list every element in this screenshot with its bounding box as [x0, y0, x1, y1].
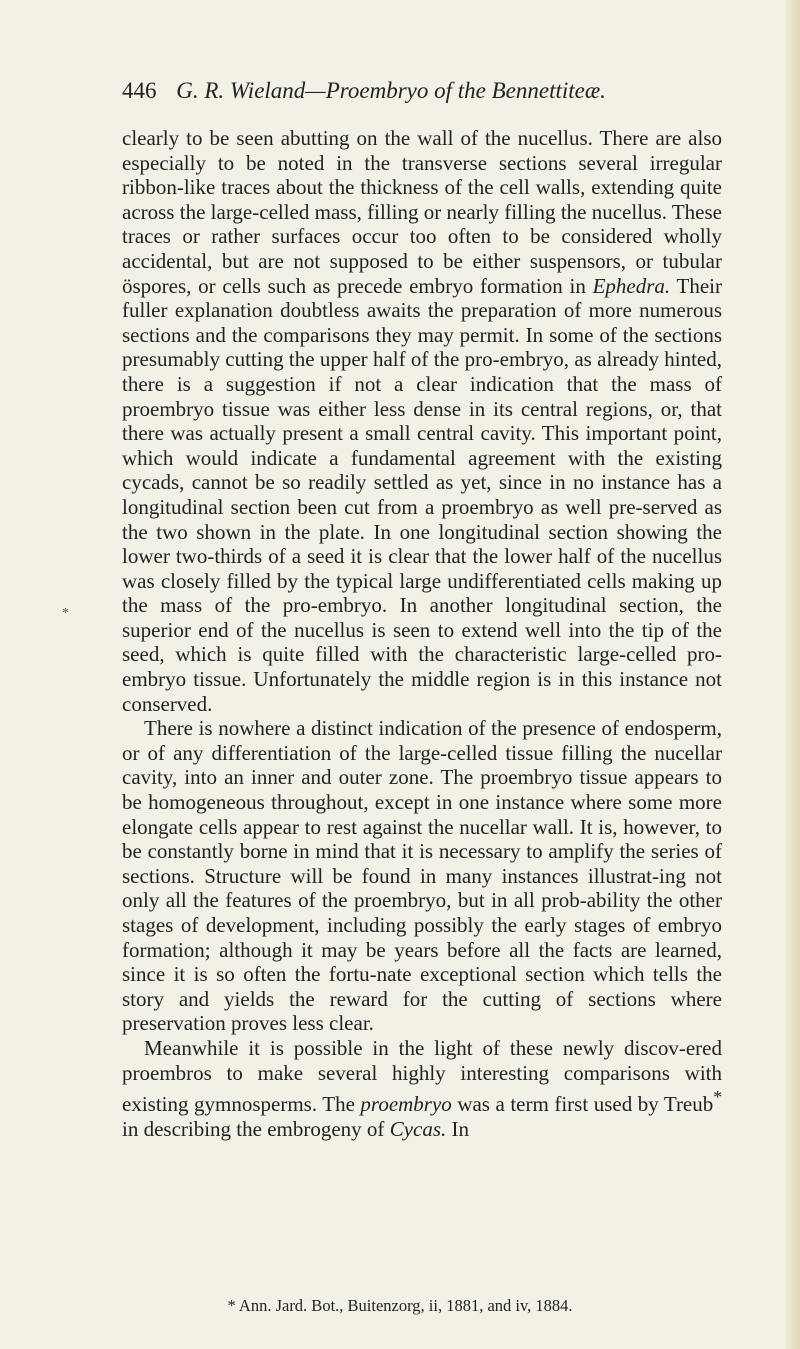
footnote-ref: *	[713, 1087, 723, 1108]
italic-run: proembryo	[360, 1092, 452, 1117]
margin-mark: *	[62, 606, 69, 621]
page-number: 446	[122, 78, 157, 103]
text-run: in describing the embrogeny of	[122, 1116, 390, 1141]
running-header	[122, 78, 722, 104]
italic-run: Ephedra.	[592, 273, 671, 298]
footnote: * Ann. Jard. Bot., Buitenzorg, ii, 1881, and iv, 1884.	[227, 1296, 573, 1315]
body-text	[122, 126, 722, 1141]
text-run: was a term first used by Treub	[451, 1092, 714, 1117]
text-run: Their fuller explanation doubtless awaits the preparation of more numerous sections and the comparisons they may permit. In some of the sections presumably cutting the upper half of the pro-embryo, as already hinted, there is a suggestion if not a clear indication that the mass of proembryo tissue was either less dense in its central regions, or, that there was actually present a small central cavity. This important point, which would indicate a fundamental agreement with the existing cycads, cannot be so readily settled as yet, since in no instance has a longitudinal section been cut from a proembryo as well pre-served as the two shown in the plate. In one longitudinal section showing the lower two-thirds of a seed it is clear that the lower half of the nucellus was closely filled by the typical large undifferentiated cells making up the mass of the pro-embryo. In another longitudinal section, the superior end of the nucellus is seen to extend well into the tip of the seed, which is quite filled with the characteristic large-celled pro-embryo tissue. Unfortunately the middle region is in this instance not conserved.	[122, 273, 722, 716]
paragraph-3	[122, 1036, 722, 1141]
text-run: clearly to be seen abutting on the wall of the nucellus. There are also especially to be noted in the transverse sections several irregular ribbon-like traces about the thickness of the cell walls, extending quite across the large-celled mass, filling or nearly filling the nucellus. These traces or rather surfaces occur too often to be considered wholly accidental, but are not supposed to be either suspensors, or tubular öspores, or cells such as precede embryo formation in	[122, 126, 722, 298]
page-edge-shadow	[786, 0, 800, 1349]
paragraph-1	[122, 126, 722, 716]
running-title: G. R. Wieland—Proembryo of the Bennettiteæ.	[176, 78, 606, 103]
italic-run: Cycas.	[389, 1116, 447, 1141]
text-run: In	[446, 1116, 470, 1141]
paragraph-2: There is nowhere a distinct indication of the presence of endosperm, or of any differentiation of the large-celled tissue filling the nucellar cavity, into an inner and outer zone. The proembryo tissue appears to be homogeneous throughout, except in one instance where some more elongate cells appear to rest against the nucellar wall. It is, however, to be constantly borne in mind that it is necessary to amplify the series of sections. Structure will be found in many instances illustrat-ing not only all the features of the proembryo, but in all prob-ability the other stages of development, including possibly the early stages of embryo formation; although it may be years before all the facts are learned, since it is so often the fortu-nate exceptional section which tells the story and yields the reward for the cutting of sections where preservation proves less clear.	[122, 716, 722, 1036]
text-run: Meanwhile it is possible in the light of these newly discov-ered proembros to make several highly interesting comparisons with existing gymnosperms. The	[122, 1035, 722, 1117]
